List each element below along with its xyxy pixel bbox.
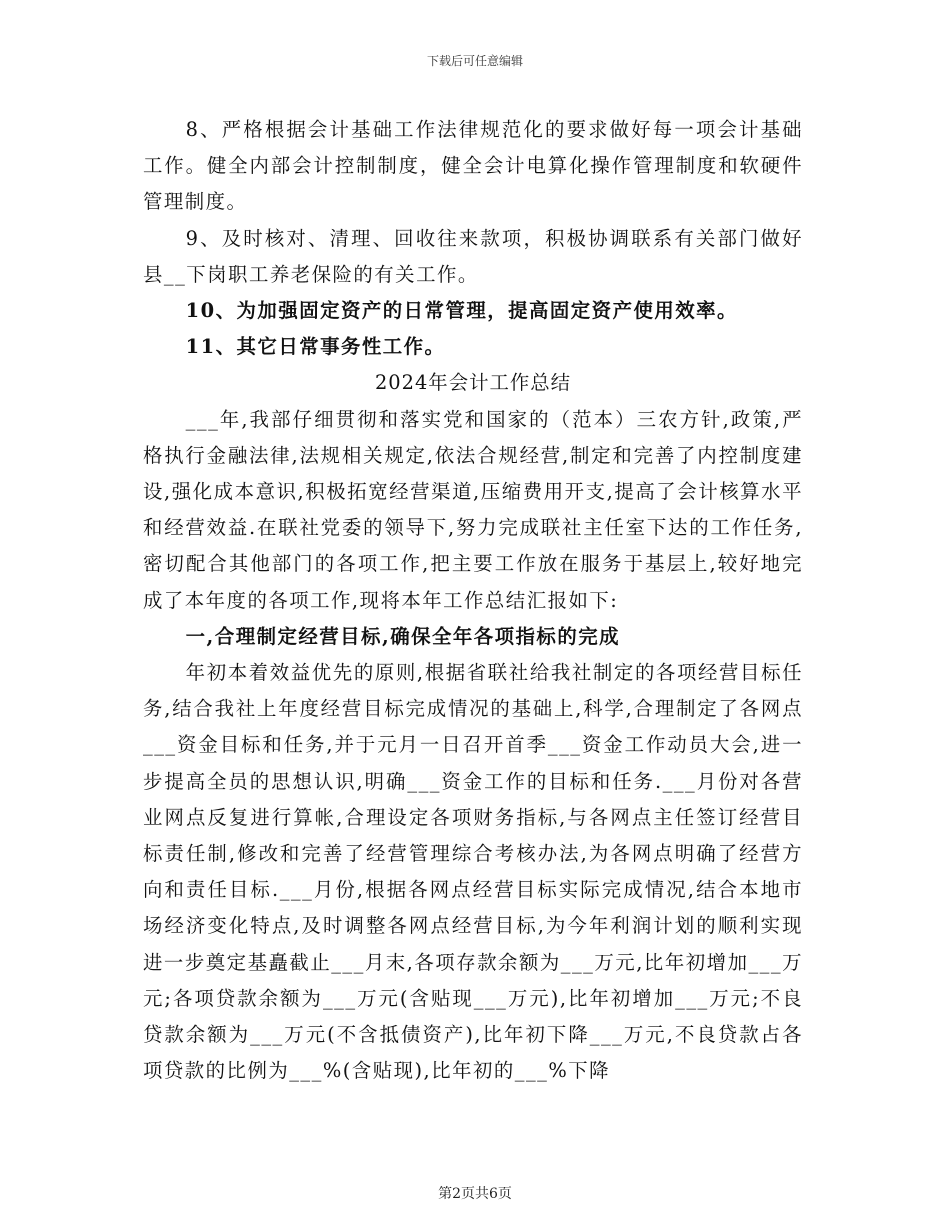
paragraph-11: 11、其它日常事务性工作。 <box>185 335 446 359</box>
paragraph-10: 10、为加强固定资产的日常管理，提高固定资产使用效率。 <box>185 299 738 323</box>
section-heading-1: 一,合理制定经营目标,确保全年各项指标的完成 <box>185 624 620 648</box>
page-header: 下载后可任意编辑 <box>426 54 523 68</box>
document-body <box>143 112 803 1089</box>
summary-body-paragraph: 年初本着效益优先的原则,根据省联社给我社制定的各项经营目标任务,结合我社上年度经营目标完成情况的基础上,科学,合理制定了各网点___资金目标和任务,并于元月一日召开首季___资金工作动员大会,进一步提高全员的思想认识,明确___资金工作的目标和任务.___月份对各营业网点反复进行算帐,合理设定各项财务指标,与各网点主任签订经营目标责任制,修改和完善了经营管理综合考核办法,为各网点明确了经营方向和责任目标.___月份,根据各网点经营目标实际完成情况,结合本地市场经济变化特点,及时调整各网点经营目标,为今年利润计划的顺利实现进一步奠定基矗截止___月末,各项存款余额为___万元,比年初增加___万元;各项贷款余额为___万元(含贴现___万元),比年初增加___万元;不良贷款余额为___万元(不含抵债资产),比年初下降___万元,不良贷款占各项贷款的比例为___%(含贴现),比年初的___%下降 <box>143 661 803 1083</box>
page-footer: 第2页共6页 <box>438 1186 512 1202</box>
section-title: 2024年会计工作总结 <box>374 371 572 395</box>
summary-intro-paragraph: ___年,我部仔细贯彻和落实党和国家的（范本）三农方针,政策,严格执行金融法律,法规相关规定,依法合规经营,制定和完善了内控制度建设,强化成本意识,积极拓宽经营渠道,压缩费用开支,提高了会计核算水平和经营效益.在联社党委的领导下,努力完成联社主任室下达的工作任务,密切配合其他部门的各项工作,把主要工作放在服务于基层上,较好地完成了本年度的各项工作,现将本年工作总结汇报如下: <box>143 407 803 612</box>
paragraph-8: 8、严格根据会计基础工作法律规范化的要求做好每一项会计基础工作。健全内部会计控制制度，健全会计电算化操作管理制度和软硬件管理制度。 <box>143 118 803 214</box>
paragraph-9: 9、及时核对、清理、回收往来款项，积极协调联系有关部门做好县__下岗职工养老保险的有关工作。 <box>143 226 803 286</box>
